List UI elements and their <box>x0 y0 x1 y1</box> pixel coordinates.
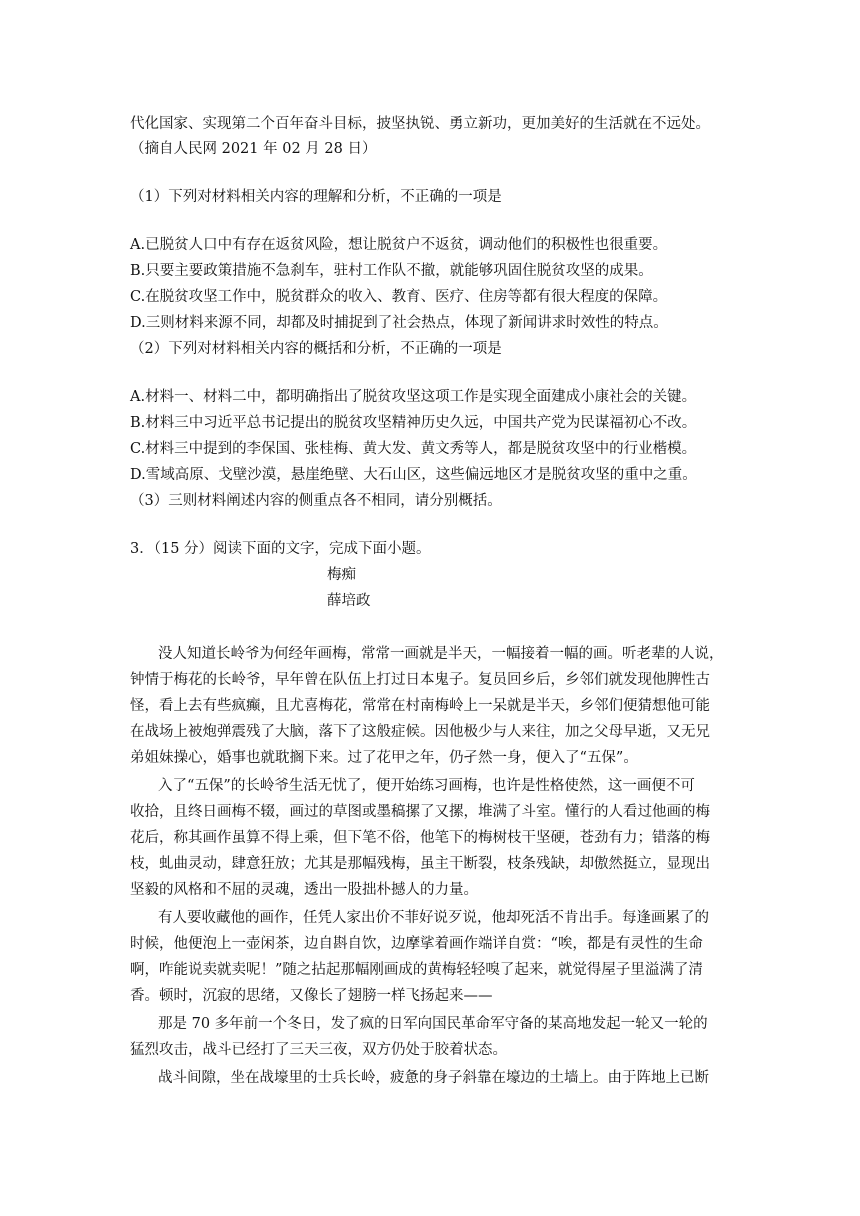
question-2-option-d: D.雪域高原、戈壁沙漠，悬崖绝壁、大石山区，这些偏远地区才是脱贫攻坚的重中之重。 <box>130 467 697 483</box>
paragraph-1-line: 没人知道长岭爷为何经年画梅，常常一画就是半天，一幅接着一幅的画。听老辈的人说， <box>158 646 724 662</box>
paragraph-1-line: 怪，看上去有些疯癫，且尤喜梅花，常常在村南梅岭上一呆就是半天，乡邻们便猜想他可能 <box>130 698 710 714</box>
paragraph-1-line: 弟姐妹操心，婚事也就耽搁下来。过了花甲之年，仍孑然一身，便入了“五保”。 <box>130 750 638 766</box>
question-3-prompt: （3）三则材料阐述内容的侧重点各不相同，请分别概括。 <box>130 493 502 509</box>
question-1-option-b: B.只要主要政策措施不急刹车，驻村工作队不撤，就能够巩固住脱贫攻坚的成果。 <box>130 263 653 279</box>
question-1-option-d: D.三则材料来源不同，却都及时捕捉到了社会热点，体现了新闻讲求时效性的特点。 <box>130 315 668 331</box>
paragraph-3-line: 啊，咋能说卖就卖呢！”随之拈起那幅刚画成的黄梅轻轻嗅了起来，就觉得屋子里溢满了清 <box>130 962 703 978</box>
paragraph-2-line: 花后，称其画作虽算不得上乘，但下笔不俗，他笔下的梅树枝干坚硬，苍劲有力；错落的梅 <box>130 830 710 846</box>
paragraph-4-line: 那是 70 多年前一个冬日，发了疯的日军向国民革命军守备的某高地发起一轮又一轮的 <box>158 1016 708 1032</box>
paragraph-1-line: 在战场上被炮弹震残了大脑，落下了这般症候。因他极少与人来往，加之父母早逝，又无兄 <box>130 724 710 740</box>
paragraph-3-line: 有人要收藏他的画作，任凭人家出价不菲好说歹说，他却死活不肯出手。每逢画累了的 <box>158 910 709 926</box>
source-citation: （摘自人民网 2021 年 02 月 28 日） <box>130 141 377 157</box>
paragraph-2-line: 坚毅的风格和不屈的灵魂，透出一股拙朴撼人的力量。 <box>130 882 478 898</box>
paragraph-2-line: 入了“五保”的长岭爷生活无忧了，便开始练习画梅，也许是性格使然，这一画便不可 <box>158 778 695 794</box>
story-title: 梅痴 <box>327 567 356 583</box>
paragraph-5-line: 战斗间隙，坐在战壕里的士兵长岭，疲惫的身子斜靠在壕边的土墙上。由于阵地上已断 <box>158 1070 709 1086</box>
question-2-option-c: C.材料三中提到的李保国、张桂梅、黄大发、黄文秀等人，都是脱贫攻坚中的行业楷模。 <box>130 441 697 457</box>
paragraph-2-line: 收拾，且终日画梅不辍，画过的草图或墨稿摞了又摞，堆满了斗室。懂行的人看过他画的梅 <box>130 804 710 820</box>
question-1-option-c: C.在脱贫攻坚工作中，脱贫群众的收入、教育、医疗、住房等都有很大程度的保障。 <box>130 289 668 305</box>
question-2-option-b: B.材料三中习近平总书记提出的脱贫攻坚精神历史久远，中国共产党为民谋福初心不改。 <box>130 415 697 431</box>
question-2-option-a: A.材料一、材料二中，都明确指出了脱贫攻坚这项工作是实现全面建成小康社会的关键。 <box>130 389 697 405</box>
paragraph-3-line: 时候，他便泡上一壶闲茶，边自斟自饮，边摩挲着画作端详自赏：“唉，都是有灵性的生命 <box>130 936 703 952</box>
story-author: 薛培政 <box>327 593 371 609</box>
paragraph-1-line: 钟情于梅花的长岭爷，早年曾在队伍上打过日本鬼子。复员回乡后，乡邻们就发现他脾性古 <box>130 672 710 688</box>
paragraph-3-line: 香。顿时，沉寂的思绪，又像长了翅膀一样飞扬起来—— <box>130 988 493 1004</box>
section-3-heading: 3．（15 分）阅读下面的文字，完成下面小题。 <box>130 541 431 557</box>
paragraph-2-line: 枝，虬曲灵动，肆意狂放；尤其是那幅残梅，虽主干断裂，枝条残缺，却傲然挺立，显现出 <box>130 856 710 872</box>
intro-text-line: 代化国家、实现第二个百年奋斗目标，披坚执锐、勇立新功，更加美好的生活就在不远处。 <box>130 116 710 132</box>
question-1-prompt: （1）下列对材料相关内容的理解和分析，不正确的一项是 <box>130 189 502 205</box>
question-1-option-a: A.已脱贫人口中有存在返贫风险，想让脱贫户不返贫，调动他们的积极性也很重要。 <box>130 237 668 253</box>
question-2-prompt: （2）下列对材料相关内容的概括和分析，不正确的一项是 <box>130 341 502 357</box>
paragraph-4-line: 猛烈攻击，战斗已经打了三天三夜，双方仍处于胶着状态。 <box>130 1042 507 1058</box>
